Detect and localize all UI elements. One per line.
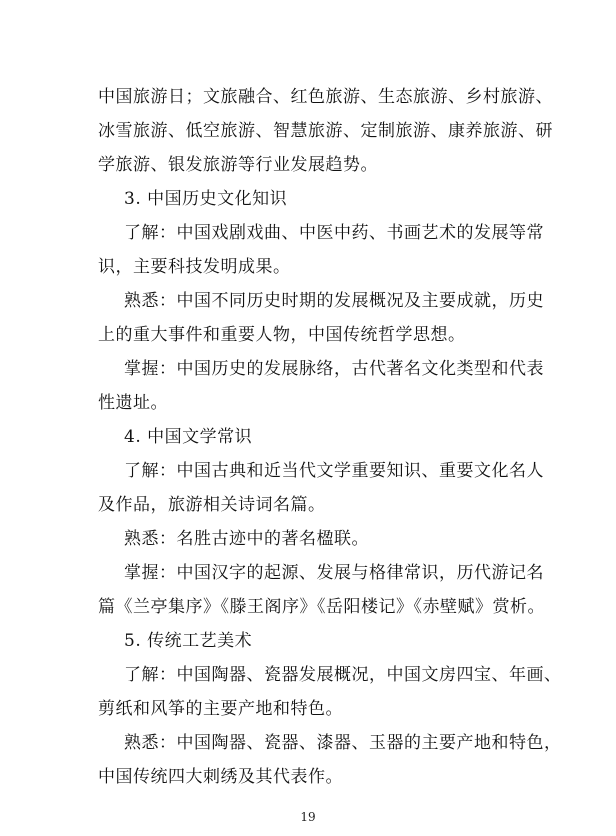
- page-number: 19: [300, 810, 316, 824]
- body-text-line: 识，主要科技发明成果。: [98, 257, 291, 277]
- section-heading: 5. 传统工艺美术: [124, 631, 253, 651]
- body-text-line: 性遗址。: [98, 393, 168, 413]
- section-heading: 3. 中国历史文化知识: [124, 189, 288, 209]
- body-text-line: 篇《兰亭集序》《滕王阁序》《岳阳楼记》《赤壁赋》赏析。: [98, 597, 545, 617]
- body-text-line: 了解：中国古典和近当代文学重要知识、重要文化名人: [124, 461, 544, 481]
- body-text-line: 了解：中国戏剧戏曲、中医中药、书画艺术的发展等常: [124, 223, 544, 243]
- body-text-line: 熟悉：中国不同历史时期的发展概况及主要成就，历史: [124, 291, 544, 311]
- body-text-line: 上的重大事件和重要人物，中国传统哲学思想。: [98, 325, 466, 345]
- body-text-line: 掌握：中国历史的发展脉络，古代著名文化类型和代表: [124, 359, 544, 379]
- body-text-line: 中国旅游日；文旅融合、红色旅游、生态旅游、乡村旅游、: [98, 87, 553, 107]
- section-heading: 4. 中国文学常识: [124, 427, 253, 447]
- body-text-line: 中国传统四大刺绣及其代表作。: [98, 767, 343, 787]
- body-text-line: 学旅游、银发旅游等行业发展趋势。: [98, 155, 378, 175]
- body-text-line: 冰雪旅游、低空旅游、智慧旅游、定制旅游、康养旅游、研: [98, 121, 553, 141]
- body-text-line: 剪纸和风筝的主要产地和特色。: [98, 699, 343, 719]
- body-text-line: 了解：中国陶器、瓷器发展概况，中国文房四宝、年画、: [124, 665, 562, 685]
- body-text-line: 及作品，旅游相关诗词名篇。: [98, 495, 326, 515]
- body-text-line: 掌握：中国汉字的起源、发展与格律常识，历代游记名: [124, 563, 544, 583]
- body-text-line: 熟悉：名胜古迹中的著名楹联。: [124, 529, 369, 549]
- body-text-line: 熟悉：中国陶器、瓷器、漆器、玉器的主要产地和特色，: [124, 733, 562, 753]
